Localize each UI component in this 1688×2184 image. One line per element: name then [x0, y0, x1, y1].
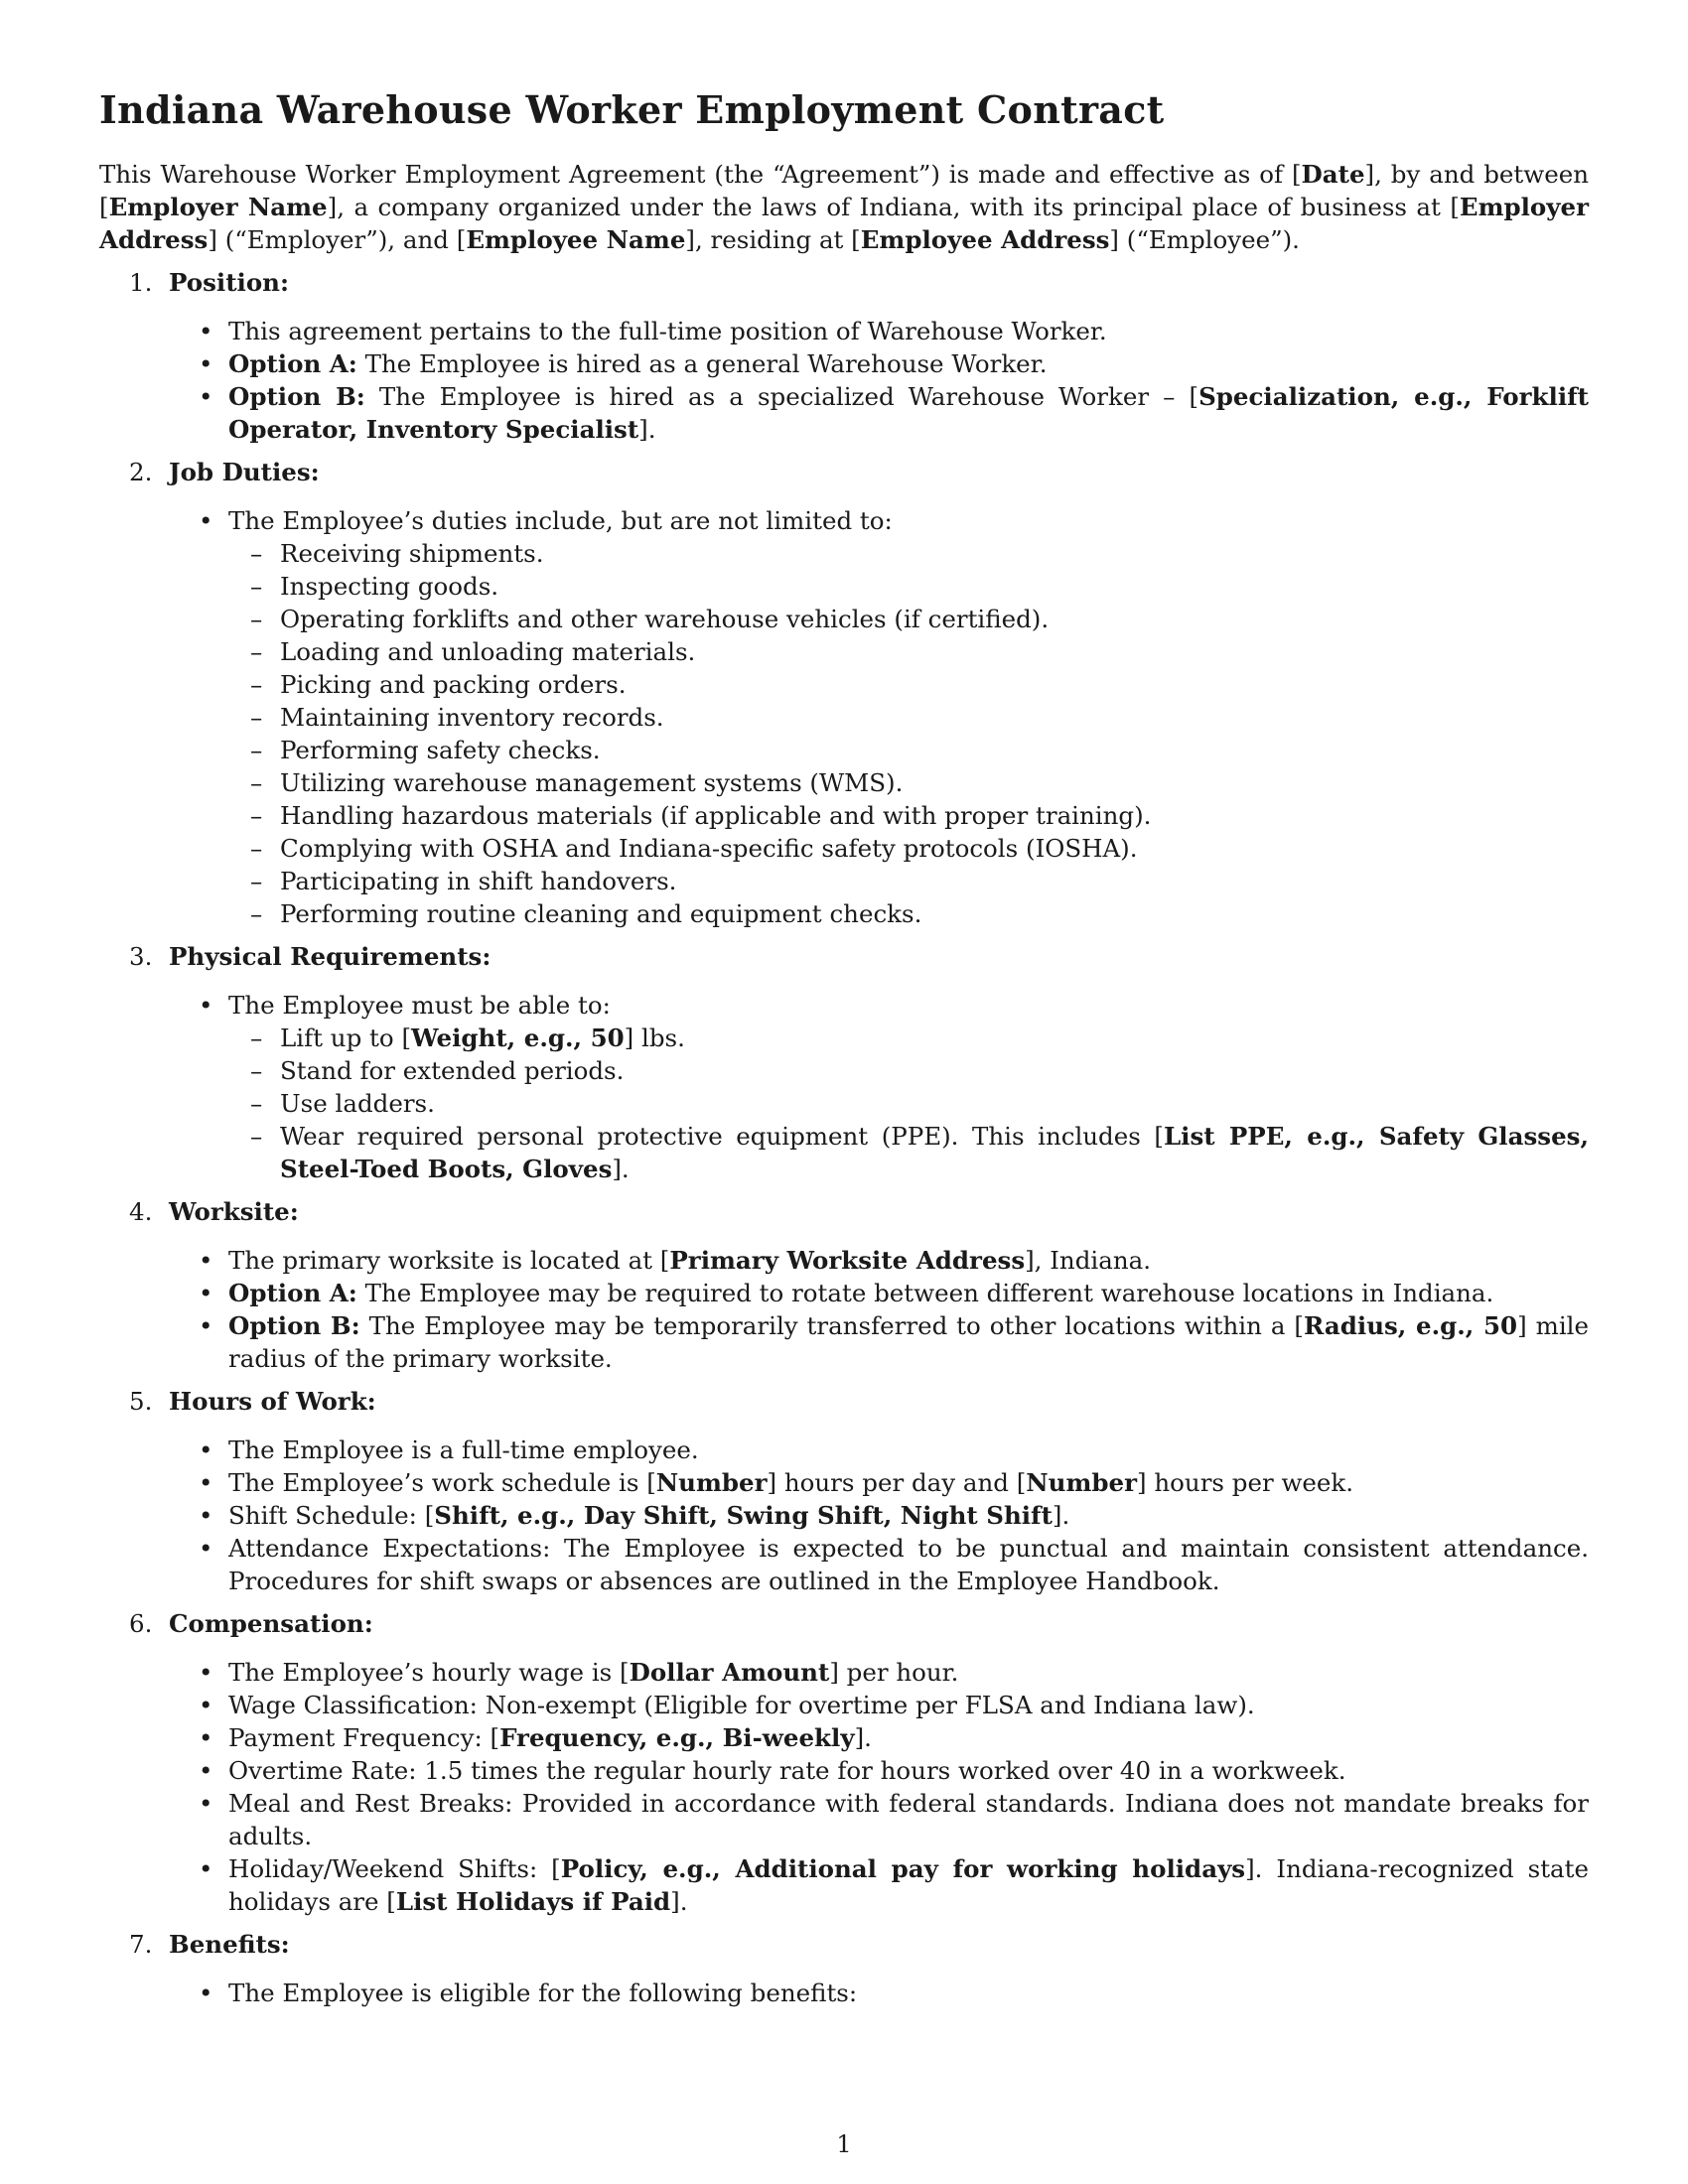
list-item: • The Employee’s work schedule is [Number] hours per day and [Number] hours per week. [228, 1466, 1589, 1499]
shift-field: Shift, e.g., Day Shift, Swing Shift, Night Shift [434, 1501, 1053, 1530]
hours-per-day-field: Number [655, 1468, 768, 1497]
employee-address-field: Employee Address [860, 225, 1110, 254]
duty-item: – Picking and packing orders. [280, 668, 1589, 701]
duty-item: – Maintaining inventory records. [280, 701, 1589, 734]
list-item: • The primary worksite is located at [Primary Worksite Address], Indiana. [228, 1244, 1589, 1277]
list-item: • The Employee must be able to: – Lift up to [Weight, e.g., 50] lbs. – Stand for extended periods. – Use ladders. – Wear required personal protective equipment (PPE). This includes [List PPE, e.g., Safety Glasses, Steel-Toed Boots, Gloves]. [228, 989, 1589, 1185]
section-number: 2. [129, 458, 153, 486]
holidays-list-field: List Holidays if Paid [395, 1887, 671, 1916]
duty-item: – Performing routine cleaning and equipment checks. [280, 897, 1589, 930]
section-number: 4. [129, 1197, 153, 1226]
section-compensation [99, 1607, 1589, 1918]
requirement-item: – Lift up to [Weight, e.g., 50] lbs. [280, 1022, 1589, 1054]
bullet-list [169, 504, 1589, 930]
duty-item: – Performing safety checks. [280, 734, 1589, 766]
duty-item: – Operating forklifts and other warehouse vehicles (if certified). [280, 603, 1589, 635]
duty-item: – Handling hazardous materials (if applicable and with proper training). [280, 799, 1589, 832]
duty-item: – Participating in shift handovers. [280, 865, 1589, 897]
hours-per-week-field: Number [1026, 1468, 1138, 1497]
list-item: • The Employee’s duties include, but are not limited to: – Receiving shipments. – Inspecting goods. – Operating forklifts and other warehouse vehicles (if certified). – Loading and unloading materials. – Picking and packing orders. – Maintaining inventory records. – Performing safety checks. – Utilizing warehouse management systems (WMS). – Handling hazardous materials (if applicable and with proper training). – Complying with OSHA and Indiana-specific safety protocols (IOSHA). – Participating in shift handovers. – Performing routine cleaning and equipment checks. [228, 504, 1589, 930]
list-item: • The Employee is eligible for the following benefits: [228, 1977, 1589, 2009]
section-hours-of-work [99, 1385, 1589, 1597]
list-item: • Attendance Expectations: The Employee is expected to be punctual and maintain consistent attendance. Procedures for shift swaps or absences are outlined in the Employee Handbook. [228, 1532, 1589, 1597]
section-benefits [99, 1928, 1589, 2009]
list-item: • Option B: The Employee is hired as a specialized Warehouse Worker – [Specialization, e.g., Forklift Operator, Inventory Specialist]. [228, 380, 1589, 446]
section-title: Position: [169, 268, 290, 297]
section-number: 5. [129, 1387, 153, 1416]
page-number: 1 [836, 2130, 852, 2158]
hourly-wage-field: Dollar Amount [629, 1658, 830, 1687]
bullet-list [169, 989, 1589, 1185]
list-item: • Option B: The Employee may be temporarily transferred to other locations within a [Radius, e.g., 50] mile radius of the primary worksite. [228, 1309, 1589, 1375]
section-title: Hours of Work: [169, 1387, 376, 1416]
duty-item: – Inspecting goods. [280, 570, 1589, 603]
list-item: • Option A: The Employee is hired as a general Warehouse Worker. [228, 347, 1589, 380]
holiday-policy-field: Policy, e.g., Additional pay for working holidays [560, 1854, 1246, 1883]
requirement-item: – Stand for extended periods. [280, 1054, 1589, 1087]
list-item: • This agreement pertains to the full-time position of Warehouse Worker. [228, 315, 1589, 347]
list-item: • Meal and Rest Breaks: Provided in accordance with federal standards. Indiana does not mandate breaks for adults. [228, 1787, 1589, 1852]
section-job-duties [99, 456, 1589, 930]
ppe-field: List PPE, e.g., Safety Glasses, Steel-Toed Boots, Gloves [280, 1122, 1589, 1183]
section-number: 6. [129, 1609, 153, 1638]
list-item: • Overtime Rate: 1.5 times the regular hourly rate for hours worked over 40 in a workweek. [228, 1754, 1589, 1787]
list-item: • Option A: The Employee may be required to rotate between different warehouse locations in Indiana. [228, 1277, 1589, 1309]
duty-item: – Receiving shipments. [280, 537, 1589, 570]
list-item: • The Employee is a full-time employee. [228, 1433, 1589, 1466]
employer-name-field: Employer Name [108, 193, 328, 221]
weight-field: Weight, e.g., 50 [411, 1024, 625, 1052]
employer-address-field: Employer Address [99, 193, 1589, 254]
bullet-list [169, 1977, 1589, 2009]
section-title: Job Duties: [169, 458, 320, 486]
duty-item: – Complying with OSHA and Indiana-specific safety protocols (IOSHA). [280, 832, 1589, 865]
date-field: Date [1301, 160, 1365, 189]
section-physical-requirements [99, 940, 1589, 1185]
sections-list [99, 266, 1589, 2009]
employee-name-field: Employee Name [466, 225, 686, 254]
requirement-item: – Wear required personal protective equipment (PPE). This includes [List PPE, e.g., Safety Glasses, Steel-Toed Boots, Gloves]. [280, 1120, 1589, 1185]
section-number: 1. [129, 268, 153, 297]
document-title: Indiana Warehouse Worker Employment Contract [99, 87, 1165, 132]
list-item: • The Employee’s hourly wage is [Dollar Amount] per hour. [228, 1656, 1589, 1689]
section-title: Compensation: [169, 1609, 373, 1638]
bullet-list [169, 1433, 1589, 1597]
payment-frequency-field: Frequency, e.g., Bi-weekly [499, 1723, 855, 1752]
section-number: 3. [129, 942, 153, 971]
list-item: • Holiday/Weekend Shifts: [Policy, e.g., Additional pay for working holidays]. Indiana-recognized state holidays are [List Holidays if Paid]. [228, 1852, 1589, 1918]
requirements-list [228, 1022, 1589, 1185]
section-worksite [99, 1195, 1589, 1375]
requirement-item: – Use ladders. [280, 1087, 1589, 1120]
bullet-list [169, 1656, 1589, 1918]
duty-item: – Loading and unloading materials. [280, 635, 1589, 668]
section-number: 7. [129, 1930, 153, 1959]
section-title: Worksite: [169, 1197, 299, 1226]
contract-page [99, 87, 1589, 2009]
intro-paragraph: This Warehouse Worker Employment Agreement (the “Agreement”) is made and effective as of [Date], by and between [Employer Name], a company organized under the laws of Indiana, with its principal place of business at [Employer Address] (“Employer”), and [Employee Name], residing at [Employee Address] (“Employee”). [99, 160, 1589, 254]
list-item: • Payment Frequency: [Frequency, e.g., Bi-weekly]. [228, 1721, 1589, 1754]
duties-list [228, 537, 1589, 930]
section-title: Benefits: [169, 1930, 290, 1959]
radius-field: Radius, e.g., 50 [1303, 1311, 1518, 1340]
specialization-field: Specialization, e.g., Forklift Operator, Inventory Specialist [228, 382, 1589, 444]
bullet-list [169, 1244, 1589, 1375]
list-item: • Wage Classification: Non-exempt (Eligible for overtime per FLSA and Indiana law). [228, 1689, 1589, 1721]
bullet-list [169, 315, 1589, 446]
duty-item: – Utilizing warehouse management systems (WMS). [280, 766, 1589, 799]
section-position [99, 266, 1589, 446]
list-item: • Shift Schedule: [Shift, e.g., Day Shift, Swing Shift, Night Shift]. [228, 1499, 1589, 1532]
worksite-address-field: Primary Worksite Address [669, 1246, 1026, 1275]
section-title: Physical Requirements: [169, 942, 492, 971]
